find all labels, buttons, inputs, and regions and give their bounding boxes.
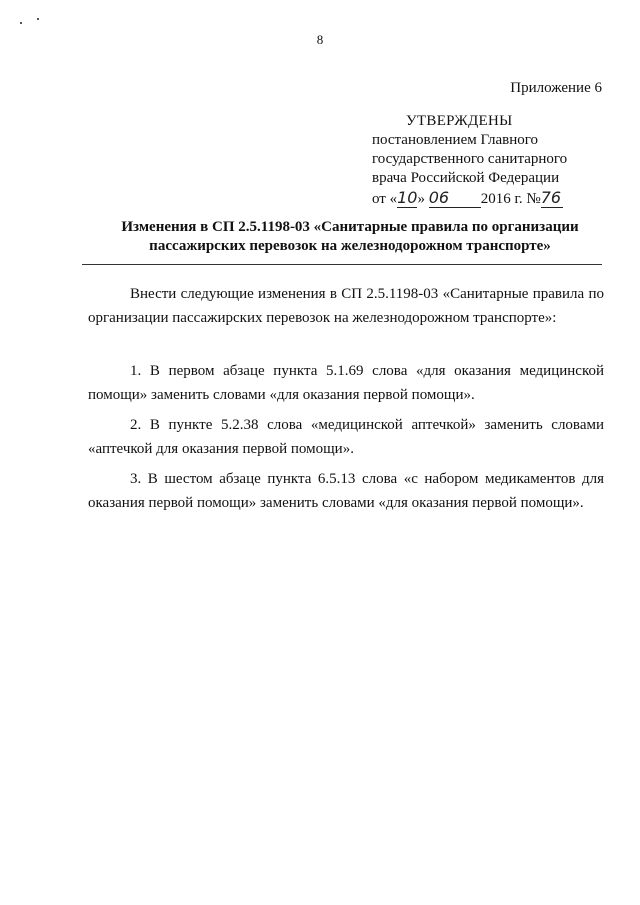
approval-line: врача Российской Федерации xyxy=(372,170,560,186)
document-number: 76 xyxy=(540,188,562,207)
title-divider xyxy=(82,264,602,265)
date-prefix: от « xyxy=(372,191,398,207)
approval-block xyxy=(372,112,612,209)
page-number: 8 xyxy=(316,32,324,47)
appendix-label: Приложение 6 xyxy=(510,80,602,96)
document-title xyxy=(90,218,610,256)
date-month: 06 xyxy=(429,188,481,208)
scan-speck xyxy=(20,22,22,24)
amendment-item: 1. В первом абзаце пункта 5.1.69 слова «для оказания медицинской помощи» заменить словами «для оказания первой помощи». xyxy=(88,363,604,403)
title-line: Изменения в СП 2.5.1198-03 «Санитарные правила по организации xyxy=(121,219,579,235)
date-year: 2016 г. № xyxy=(480,191,541,207)
title-line: пассажирских перевозок на железнодорожном транспорте» xyxy=(149,238,551,254)
date-mid: » xyxy=(417,191,425,207)
approval-line: постановлением Главного xyxy=(372,132,539,148)
intro-paragraph: Внести следующие изменения в СП 2.5.1198-03 «Санитарные правила по организации пассажирских перевозок на железнодорожном транспорте»: xyxy=(88,286,604,326)
amendment-item: 3. В шестом абзаце пункта 6.5.13 слова «с набором медикаментов для оказания первой помощи» заменить словами «для оказания первой помощи». xyxy=(88,471,604,511)
date-day: 10 xyxy=(397,188,418,207)
amendment-item: 2. В пункте 5.2.38 слова «медицинской аптечкой» заменить словами «аптечкой для оказания первой помощи». xyxy=(88,417,604,457)
approval-line: государственного санитарного xyxy=(372,151,568,167)
approval-heading: УТВЕРЖДЕНЫ xyxy=(406,113,513,129)
scan-speck xyxy=(37,18,39,20)
amendments-list xyxy=(88,359,604,521)
approval-date xyxy=(372,188,612,209)
